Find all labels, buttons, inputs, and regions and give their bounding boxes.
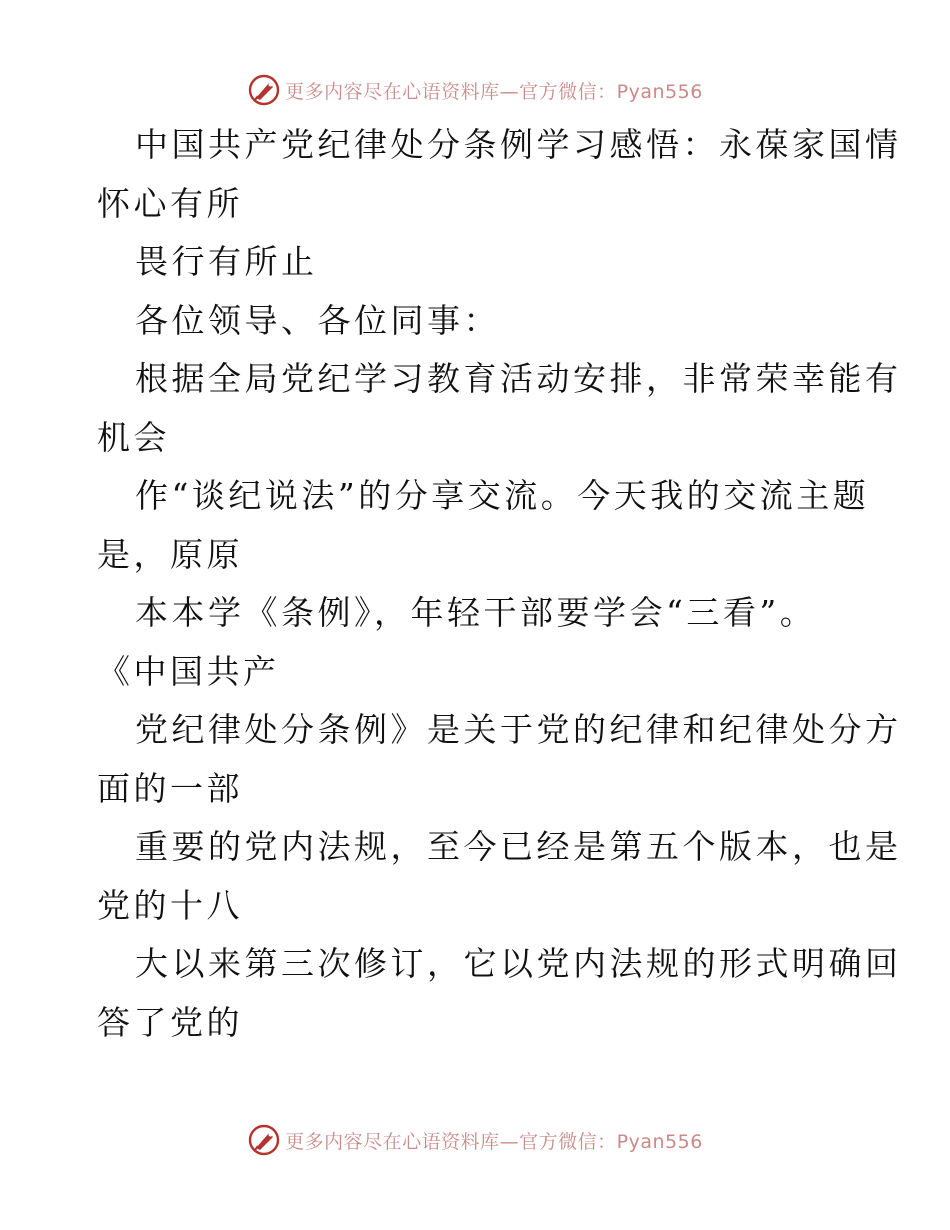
text-line: 是，原原	[97, 534, 243, 574]
text-line: 根据全局党纪学习教育活动安排，非常荣幸能有	[135, 359, 902, 398]
text-line: 党的十八	[97, 885, 243, 925]
text-line: 机会	[97, 417, 170, 457]
text-line: 怀心有所	[97, 183, 243, 223]
header-watermark	[0, 70, 950, 110]
text-line: 重要的党内法规，至今已经是第五个版本，也是	[135, 827, 902, 866]
text-line: 中国共产党纪律处分条例学习感悟：永葆家国情	[135, 125, 902, 164]
text-line: 本本学《条例》，年轻干部要学会“三看”。	[135, 593, 817, 632]
watermark-text: 更多内容尽在心语资料库—官方微信：Pyan556	[285, 1130, 703, 1153]
pen-nib-icon	[247, 73, 281, 107]
text-line: 答了党的	[97, 1002, 243, 1042]
footer-watermark	[0, 1120, 950, 1160]
text-line: 党纪律处分条例》是关于党的纪律和纪律处分方	[135, 710, 902, 749]
text-line: 畏行有所止	[135, 242, 318, 281]
text-line: 大以来第三次修订，它以党内法规的形式明确回	[135, 944, 902, 983]
text-line: 作“谈纪说法”的分享交流。今天我的交流主题	[135, 476, 870, 515]
document-body	[97, 116, 902, 1052]
text-line: 《中国共产	[97, 651, 280, 691]
salutation: 各位领导、各位同事：	[135, 300, 500, 340]
pen-nib-icon	[247, 1123, 281, 1157]
watermark-text: 更多内容尽在心语资料库—官方微信：Pyan556	[285, 80, 703, 103]
text-line: 面的一部	[97, 768, 243, 808]
